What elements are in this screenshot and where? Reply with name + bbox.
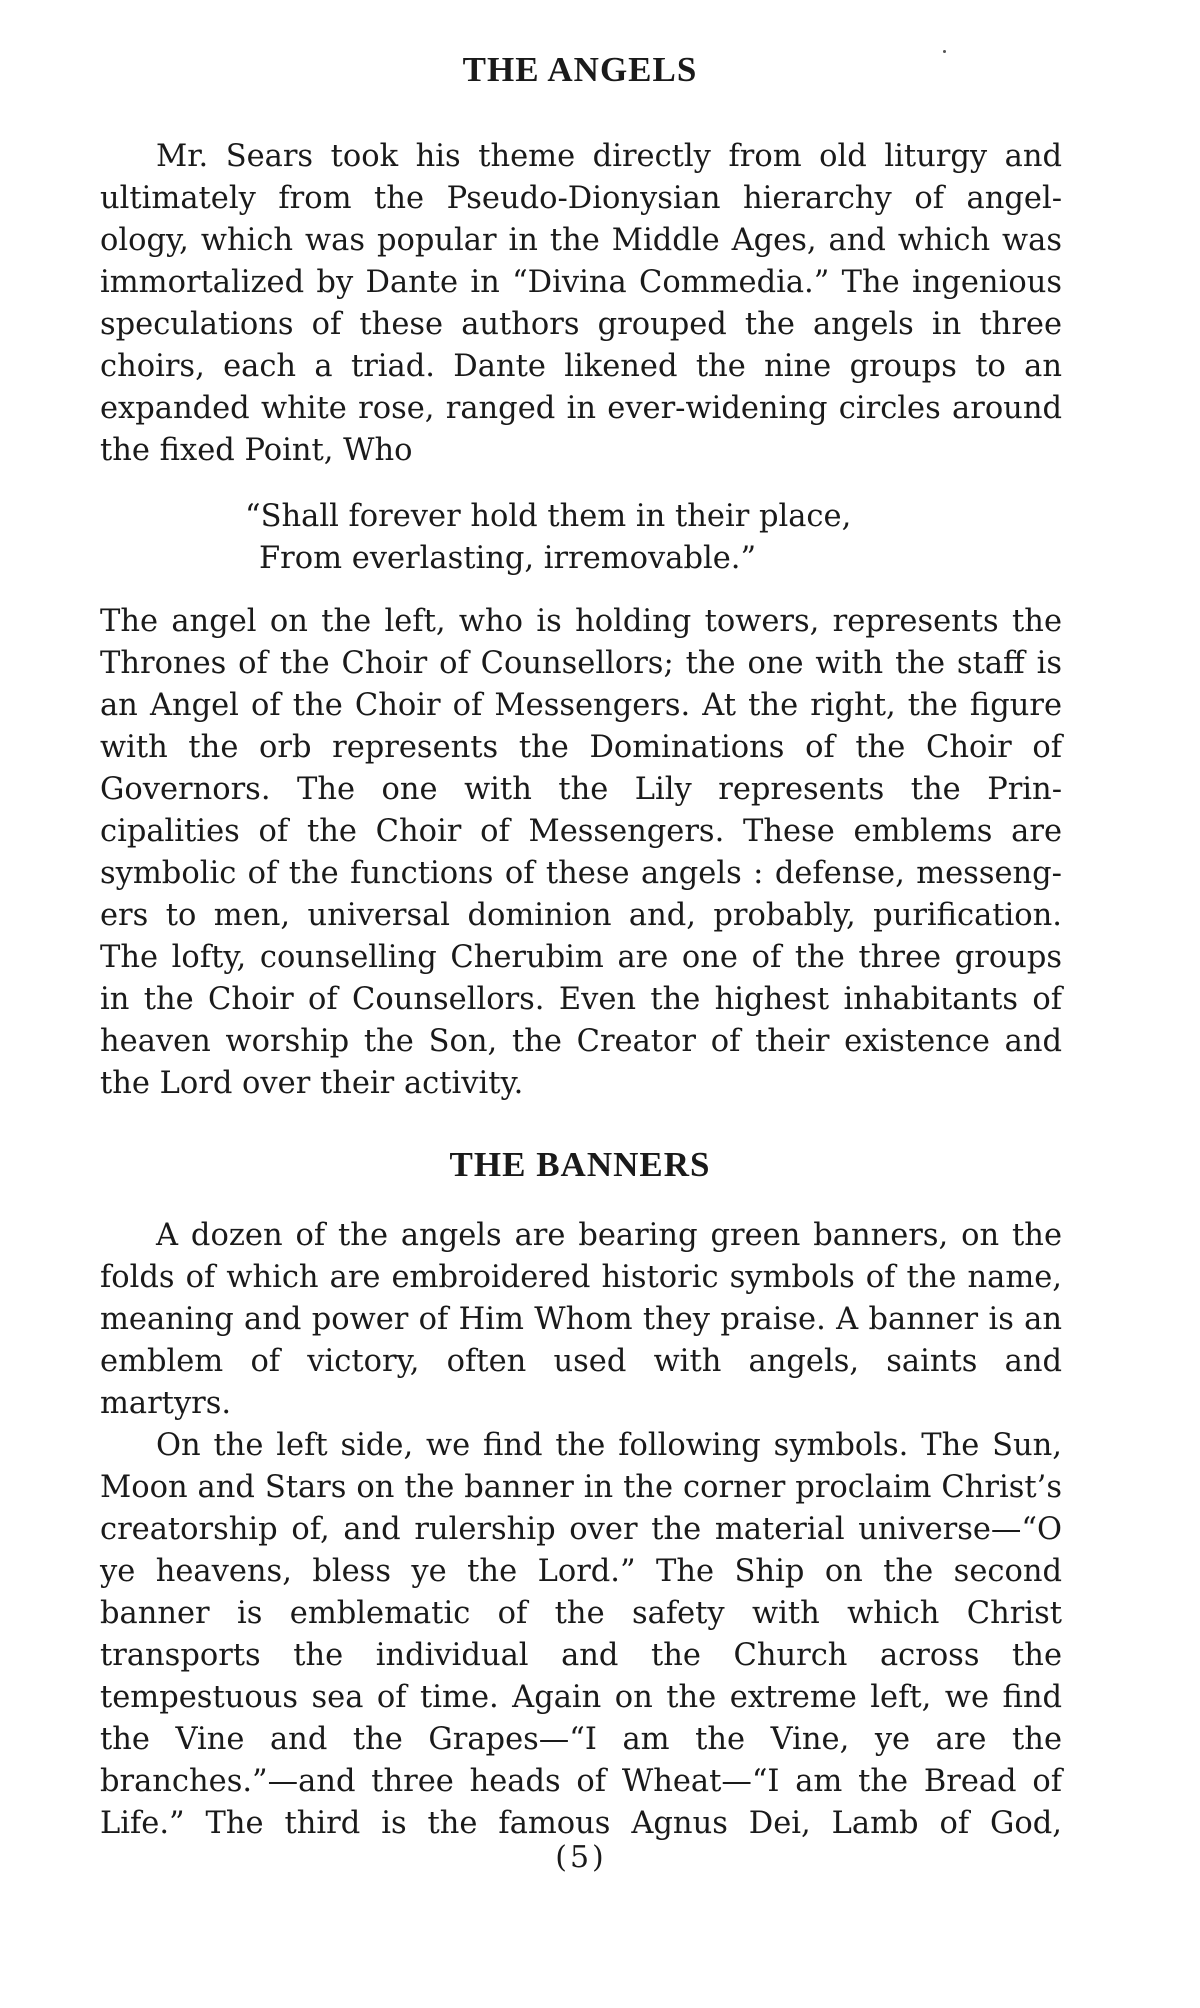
quote-line-2: From everlasting, irremovable.”	[259, 541, 757, 576]
angels-paragraph-1: Mr. Sears took his theme directly from old liturgy and ultimately from the Pseudo-Dionysian hierarchy of angel-ology, which was popular in the Middle Ages, and which was immortalized by Dante in “Divina Commedia.” The ingenious speculations of these authors grouped the angels in three choirs, each a triad. Dante likened the nine groups to an expanded white rose, ranged in ever-widening circles around the fixed Point, Who	[100, 139, 1062, 468]
quote-line-1: “Shall forever hold them in their place,	[245, 499, 852, 534]
banners-paragraph-1: A dozen of the angels are bearing green banners, on the folds of which are embroidered historic symbols of the name, meaning and power of Him Whom they praise. A banner is an emblem of victory, often used with angels, saints and martyrs.	[100, 1218, 1062, 1421]
page-number: (5)	[555, 1840, 607, 1875]
heading-the-banners: THE BANNERS	[449, 1145, 711, 1184]
heading-the-angels: THE ANGELS	[462, 50, 698, 89]
banners-paragraph-2: On the left side, we find the following symbols. The Sun, Moon and Stars on the banner in the corner proclaim Christ’s creatorship of, and rulership over the material universe—“O ye heavens, bless ye the Lord.” The Ship on the second banner is emblematic of the safety with which Christ transports the individual and the Church across the tempestuous sea of time. Again on the extreme left, we find the Vine and the Grapes—“I am the Vine, ye are the branches.”—and three heads of Wheat—“I am the Bread of Life.” The third is the famous Agnus Dei, Lamb of God,	[100, 1428, 1062, 1841]
dante-quote	[245, 496, 851, 580]
angels-paragraph-2: The angel on the left, who is holding towers, represents the Thrones of the Choir of Counsellors; the one with the staff is an Angel of the Choir of Messengers. At the right, the figure with the orb represents the Dominations of the Choir of Governors. The one with the Lily represents the Prin-cipalities of the Choir of Messengers. These emblems are symbolic of the functions of these angels : defense, messeng-ers to men, universal dominion and, probably, purification. The lofty, counselling Cherubim are one of the three groups in the Choir of Counsellors. Even the highest inhabitants of heaven worship the Son, the Creator of their existence and the Lord over their activity.	[100, 604, 1062, 1101]
